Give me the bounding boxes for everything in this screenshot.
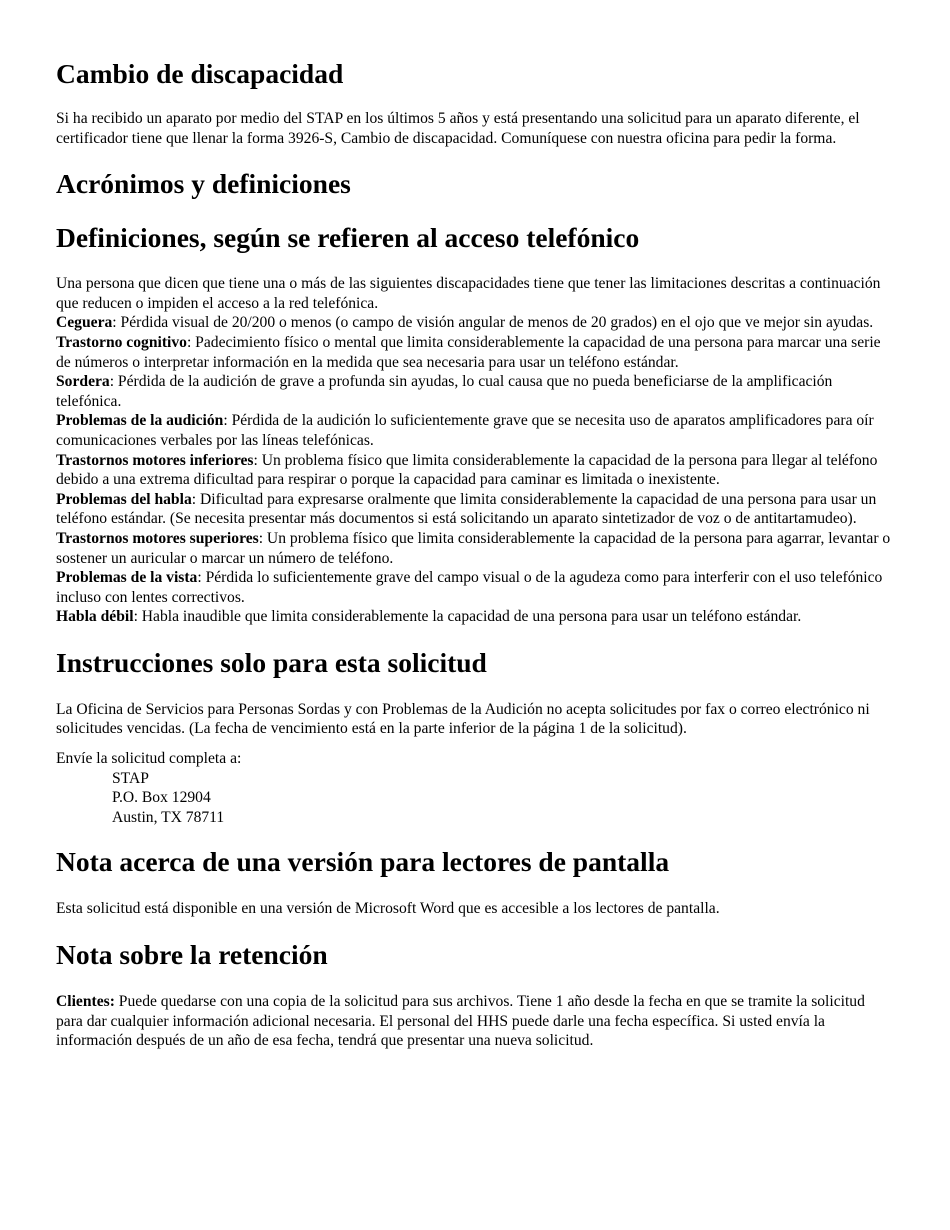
definition-term: Problemas de la vista [56, 569, 198, 587]
definition-text: : Un problema físico que limita considerablemente la capacidad de la persona para agarrar, levantar o sostener un auricular o marcar un número de teléfono. [56, 529, 891, 567]
definitions-list [56, 274, 894, 627]
send-to-label: Envíe la solicitud completa a: [56, 750, 242, 768]
heading-acronimos-y-definiciones: Acrónimos y definiciones [56, 168, 351, 200]
definition-text: : Pérdida lo suficientemente grave del campo visual o de la agudeza como para interferir con el uso telefónico incluso con lentes correctivos. [56, 569, 883, 606]
definition-term: Ceguera [56, 314, 113, 332]
heading-definiciones: Definiciones, según se refieren al acceso telefónico [56, 222, 640, 254]
definition-item [56, 568, 894, 607]
heading-instrucciones: Instrucciones solo para esta solicitud [56, 646, 487, 678]
definition-item [56, 313, 894, 333]
definition-item [56, 451, 894, 490]
document-page [56, 58, 894, 1051]
definition-term: Problemas del habla [56, 490, 192, 508]
address-line: Austin, TX 78711 [112, 808, 225, 826]
address-line: P.O. Box 12904 [112, 789, 211, 807]
paragraph-nota-lectores-de-pantalla: Esta solicitud está disponible en una versión de Microsoft Word que es accesible a los lectores de pantalla. [56, 900, 720, 918]
definition-item [56, 607, 894, 627]
heading-cambio-de-discapacidad: Cambio de discapacidad [56, 58, 344, 89]
paragraph-retencion [56, 992, 894, 1051]
definition-item [56, 333, 894, 372]
definition-text: : Padecimiento físico o mental que limita considerablemente la capacidad de una persona para marcar una serie de números o interpretar información en la medida que sea necesaria para usar un teléfono estándar. [56, 333, 881, 371]
definition-term: Trastornos motores superiores [56, 529, 259, 547]
clientes-label: Clientes: [56, 993, 115, 1011]
retencion-text: Puede quedarse con una copia de la solicitud para sus archivos. Tiene 1 año desde la fecha en que se tramite la solicitud para dar cualquier información adicional necesaria. El personal del HHS puede darle una fecha específica. Si usted envía la información después de un año de esa fecha, tendrá que presentar una nueva solicitud. [56, 993, 865, 1050]
definitions-intro: Una persona que dicen que tiene una o más de las siguientes discapacidades tiene que tener las limitaciones descritas a continuación que reducen o impiden el acceso a la red telefónica. [56, 275, 881, 312]
definition-item [56, 372, 894, 411]
address-line: STAP [112, 769, 149, 787]
definition-term: Sordera [56, 373, 110, 391]
definition-text: : Habla inaudible que limita considerablemente la capacidad de una persona para usar un teléfono estándar. [133, 608, 802, 626]
definition-term: Trastornos motores inferiores [56, 451, 254, 469]
definition-text: : Dificultad para expresarse oralmente que limita considerablemente la capacidad de una persona para usar un teléfono estándar. (Se necesita presentar más documentos si está solicitando un aparato sintetizador de voz o de antitartamudeo). [56, 490, 877, 528]
definition-item [56, 411, 894, 450]
definition-term: Problemas de la audición [56, 412, 224, 430]
definition-item [56, 490, 894, 529]
definition-term: Trastorno cognitivo [56, 333, 187, 351]
definition-text: : Pérdida visual de 20/200 o menos (o campo de visión angular de menos de 20 grados) en el ojo que ve mejor sin ayudas. [112, 314, 874, 332]
heading-nota-sobre-la-retencion: Nota sobre la retención [56, 939, 328, 971]
definition-text: : Un problema físico que limita considerablemente la capacidad de la persona para llegar al teléfono debido a una extrema dificultad para respirar o porque la capacidad para caminar es limitada o inexistente. [56, 451, 878, 489]
definition-text: : Pérdida de la audición lo suficientemente grave que se necesita uso de aparatos amplificadores para oír comunicaciones verbales por las líneas telefónicas. [56, 412, 874, 449]
definition-term: Habla débil [56, 608, 134, 626]
mailing-address [56, 769, 894, 828]
definition-item [56, 529, 894, 568]
paragraph-cambio-de-discapacidad: Si ha recibido un aparato por medio del STAP en los últimos 5 años y está presentando una solicitud para un aparato diferente, el certificador tiene que llenar la forma 3926-S, Cambio de discapacidad. Comuníquese con nuestra oficina para pedir la forma. [56, 110, 860, 147]
definition-text: : Pérdida de la audición de grave a profunda sin ayudas, lo cual causa que no pueda beneficiarse de la amplificación telefónica. [56, 373, 833, 410]
paragraph-instrucciones: La Oficina de Servicios para Personas Sordas y con Problemas de la Audición no acepta solicitudes por fax o correo electrónico ni solicitudes vencidas. (La fecha de vencimiento está en la parte inferior de la página 1 de la solicitud). [56, 700, 870, 738]
heading-nota-lectores-de-pantalla: Nota acerca de una versión para lectores de pantalla [56, 846, 670, 878]
